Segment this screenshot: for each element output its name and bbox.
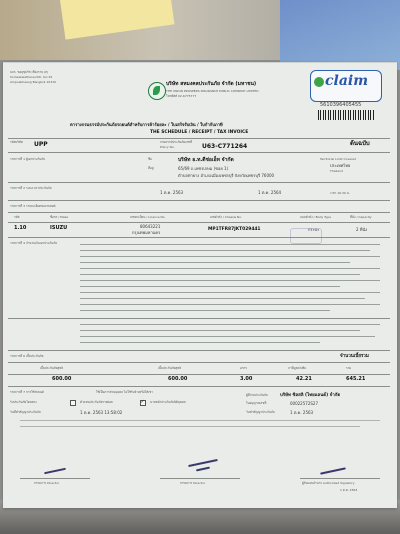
net-premium-value: 600.00 bbox=[168, 376, 188, 382]
cashier-label: ผู้รับมอบอำนาจ Authorized Signatory bbox=[302, 481, 355, 485]
fine-print bbox=[80, 324, 380, 325]
divider bbox=[8, 222, 390, 223]
territory-label: Territorial Limit Covered bbox=[320, 157, 356, 161]
col-premium: เบี้ยประกันภัยสุทธิ bbox=[40, 366, 64, 370]
direct-insurer-label: รับประกันภัยโดยตรง bbox=[10, 400, 37, 404]
vehicle-capacity: 2 ที่นั่ง bbox=[356, 227, 368, 232]
vehicle-make: ISUZU bbox=[50, 225, 68, 231]
fine-print bbox=[80, 268, 380, 269]
company-name-en: THE UNION PROSPERS INSURANCE PUBLIC COMPANY LIMITED bbox=[166, 89, 259, 93]
insured-section-label: รายการที่ 1 ผู้เอาประกันภัย bbox=[10, 157, 45, 161]
vehicle-chassis: MP1TFR87JKT029441 bbox=[208, 227, 261, 232]
issue-date: 1 ต.ค. 2563 13:58:02 bbox=[80, 410, 123, 415]
direct-checkbox[interactable] bbox=[70, 400, 76, 406]
period-time: เวลา 16.30 น. bbox=[330, 191, 350, 195]
insured-name-label: ชื่อ bbox=[148, 157, 152, 161]
company-logo-icon bbox=[148, 82, 166, 100]
col-chassis: เลขตัวถัง / Chassis No. bbox=[210, 215, 243, 219]
stamp-value: 3.00 bbox=[240, 376, 253, 382]
insured-address-2: ตำบลท่ายาง อำเภอเมืองเพชรบุรี จังหวัดเพชรบุรี 76000 bbox=[178, 173, 275, 178]
fine-print bbox=[80, 274, 360, 275]
vat-value: 42.21 bbox=[296, 376, 312, 382]
policy-number: U63-C771264 bbox=[202, 143, 248, 150]
address-line-3: Ampoekheang Bangkok 10310 bbox=[10, 80, 57, 84]
divider bbox=[8, 374, 390, 375]
divider bbox=[8, 350, 390, 351]
col-licence: เลขทะเบียน / Licence No. bbox=[130, 215, 166, 219]
cashier-date: 1 ต.ค. 2563 bbox=[340, 488, 358, 492]
divider bbox=[8, 200, 390, 201]
divider bbox=[8, 237, 390, 238]
fine-print bbox=[80, 280, 380, 281]
territory-value: ประเทศไทย bbox=[330, 163, 351, 168]
fine-print bbox=[80, 250, 370, 251]
address-line-2: Somsakwathanai RD. Soi 29 bbox=[10, 75, 53, 79]
premium-value: 600.00 bbox=[52, 376, 72, 382]
col-body: แบบตัวถัง / Body Type bbox=[300, 215, 331, 219]
issue-date-label: วันที่ทำสัญญาประกันภัย bbox=[10, 410, 41, 414]
vehicle-body: กระบะ bbox=[308, 227, 320, 232]
col-capacity: ที่นั่ง / Capacity bbox=[350, 215, 372, 219]
insured-address-label: ที่อยู่ bbox=[148, 166, 154, 170]
divider bbox=[8, 386, 390, 387]
copy-label: ต้นฉบับ bbox=[350, 140, 370, 147]
divider bbox=[8, 182, 390, 183]
insured-address: 65/69 ถ.เพชรเกษม (ซอย 1) bbox=[178, 166, 229, 171]
divider bbox=[8, 212, 390, 213]
fine-print bbox=[80, 330, 360, 331]
licence-no-value: 00022572S27 bbox=[290, 401, 318, 406]
fine-print bbox=[80, 298, 365, 299]
broker-checkbox[interactable] bbox=[140, 400, 146, 406]
vehicle-code: 1.10 bbox=[14, 225, 27, 231]
claim-logo: claim bbox=[310, 70, 382, 102]
fine-print bbox=[80, 292, 380, 293]
fine-print bbox=[80, 244, 380, 245]
usage-value: ใช้เป็นการส่วนบุคคล ไม่ใช้รับจ้างหรือให้เช่า bbox=[96, 390, 153, 394]
sign-date-label: วันทำสัญญาประกันภัย bbox=[246, 410, 275, 414]
fine-print bbox=[80, 256, 380, 257]
company-name-th: บริษัท สหมงคลประกันภัย จำกัด (มหาชน) bbox=[166, 81, 257, 87]
insurance-document bbox=[3, 62, 397, 508]
fine-print bbox=[80, 342, 320, 343]
vehicle-licence-province: กรุงเทพมหานคร bbox=[132, 230, 161, 235]
document-title-th: ตารางกรมธรรม์ประกันภัยรถยนต์สำหรับการค้าร้อยละ / ใบเสร็จรับเงิน / ใบกำกับภาษี bbox=[70, 122, 223, 127]
premium-section-label: รายการที่ 6 เบี้ยประกันภัย bbox=[10, 354, 44, 358]
agent-name: บริษัท ซิลสลิ (ไทยแลนด์) จำกัด bbox=[280, 393, 341, 398]
total-value: 645.21 bbox=[346, 376, 366, 382]
period-to: 1 ต.ค. 2564 bbox=[258, 190, 282, 195]
fine-print bbox=[80, 286, 340, 287]
background-blue-folder bbox=[280, 0, 400, 70]
policy-label: กรมธรรม์ประกันภัยเลขที่ bbox=[160, 140, 193, 144]
period-label: รายการที่ 2 ระยะเวลาประกันภัย bbox=[10, 186, 52, 190]
signature-line bbox=[160, 478, 240, 479]
broker-label: นายหน้าประกันภัยนิติบุคคล bbox=[150, 400, 186, 404]
sign-date: 1 ต.ค. 2563 bbox=[290, 410, 314, 415]
divider bbox=[8, 138, 390, 139]
col-total: รวม bbox=[346, 366, 352, 370]
director-label: กรรมการ Director bbox=[34, 481, 60, 485]
address-line-1: บจก. ชอยุชุมรัช เขียงราย (P) bbox=[10, 70, 49, 74]
signature-line bbox=[300, 478, 380, 479]
signature-line bbox=[20, 478, 90, 479]
policy-label-en: Policy No. bbox=[160, 145, 175, 149]
claim-logo-icon bbox=[314, 77, 324, 87]
company-hotline: โทรศัพท์ 02-6775777 bbox=[166, 94, 197, 98]
territory-value-en: Thailand bbox=[330, 169, 343, 173]
col-stamp: อากร bbox=[240, 366, 247, 370]
col-code: รหัส bbox=[14, 215, 20, 219]
barcode bbox=[318, 110, 374, 120]
vehicle-licence: 80643221 bbox=[140, 224, 161, 229]
divider bbox=[8, 152, 390, 153]
col-make: ชื่อรถ / Make bbox=[50, 215, 69, 219]
barcode-number: 5610396405455 bbox=[320, 102, 362, 108]
divider bbox=[8, 362, 390, 363]
period-from: 1 ต.ค. 2563 bbox=[160, 190, 184, 195]
fine-print bbox=[20, 426, 360, 427]
fine-print bbox=[80, 262, 350, 263]
col-vat: ภาษีมูลค่าเพิ่ม bbox=[288, 366, 307, 370]
divider bbox=[8, 318, 390, 319]
insured-name: บริษัท อ.ท.ดีช่อเอ็ท จำกัด bbox=[178, 157, 234, 163]
document-title-en: THE SCHEDULE / RECEIPT / TAX INVOICE bbox=[150, 130, 249, 135]
fine-print bbox=[80, 336, 375, 337]
company-code-value: UPP bbox=[34, 141, 48, 148]
stamp bbox=[290, 228, 322, 244]
director-label-2: กรรมการ Director bbox=[180, 481, 206, 485]
agent-label: ผู้ที่จ่ายประกันภัย bbox=[246, 393, 268, 397]
fine-print bbox=[80, 310, 330, 311]
fine-print bbox=[20, 420, 380, 421]
licence-no-label: ใบอนุญาตเลขที่ bbox=[246, 401, 267, 405]
agent-checkbox-label: ตัวแทนประกันภัยรายย่อย bbox=[80, 400, 113, 404]
col-net: เบี้ยประกันภัยสุทธิ bbox=[158, 366, 182, 370]
vehicle-section-label: รายการที่ 3 รายละเอียดของรถยนต์ bbox=[10, 204, 56, 208]
fine-print bbox=[80, 304, 380, 305]
premium-total-label: จำนวนเบี้ยรวม bbox=[340, 354, 369, 359]
coverage-label: รายการที่ 4 จำนวนเงินเอาประกันภัย bbox=[10, 241, 57, 245]
company-code-label: รหัสบริษัท bbox=[10, 140, 23, 144]
usage-label: รายการที่ 7 การใช้รถยนต์ bbox=[10, 390, 44, 394]
